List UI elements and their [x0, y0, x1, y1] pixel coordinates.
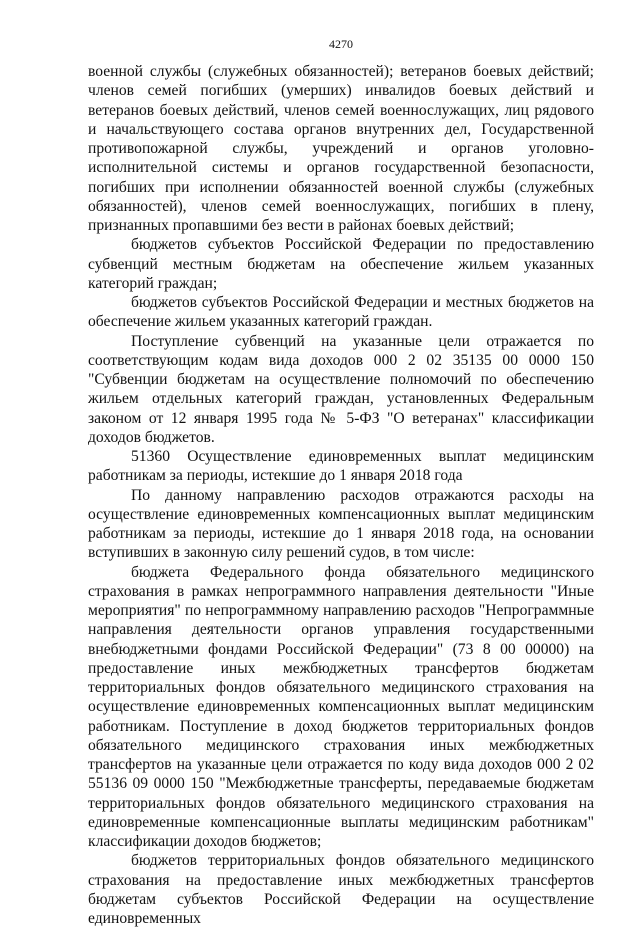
page-number: 4270: [329, 37, 353, 51]
paragraph: бюджетов субъектов Российской Федерации по предоставлению субвенций местным бюджетам на обеспечение жильем указанных категорий граждан;: [88, 236, 594, 292]
paragraph: бюджета Федерального фонда обязательного медицинского страхования в рамках непрограммного направления деятельности "Иные мероприятия" по непрограммному направлению расходов "Непрограммные направления деятельности органов управления государственными внебюджетными фондами Российской Федерации" (73 8 00 00000) на предоставление иных межбюджетных трансфертов бюджетам территориальных фондов обязательного медицинского страхования на осуществление единовременных компенсационных выплат медицинским работникам. Поступление в доход бюджетов территориальных фондов обязательного медицинского страхования иных межбюджетных трансфертов на указанные цели отражается по коду вида доходов 000 2 02 55136 09 0000 150 "Межбюджетные трансферты, передаваемые бюджетам территориальных фондов обязательного медицинского страхования на единовременные компенсационные выплаты медицинским работникам" классификации доходов бюджетов;: [88, 563, 594, 850]
paragraph: бюджетов территориальных фондов обязательного медицинского страхования на предоставление иных межбюджетных трансфертов бюджетам субъектов Российской Федерации на осуществление единовременных: [88, 852, 594, 927]
paragraph-continuation: военной службы (служебных обязанностей); ветеранов боевых действий; членов семей погибших (умерших) инвалидов боевых действий и ветеранов боевых действий, членов семей военнослужащих, лиц рядового и начальствующего состава органов внутренних дел, Государственной противопожарной службы, учреждений и органов уголовно-исполнительной системы и органов государственной безопасности, погибших при исполнении обязанностей военной службы (служебных обязанностей), членов семей военнослужащих, погибших в плену, признанных пропавшими без вести в районах боевых действий;: [88, 63, 594, 234]
paragraph: бюджетов субъектов Российской Федерации и местных бюджетов на обеспечение жильем указанных категорий граждан.: [88, 294, 594, 331]
document-body: [88, 62, 594, 928]
paragraph: По данному направлению расходов отражаются расходы на осуществление единовременных компенсационных выплат медицинским работникам за периоды, истекшие до 1 января 2018 года, на основании вступивших в законную силу решений судов, в том числе:: [88, 486, 594, 562]
document-page: [88, 0, 594, 928]
paragraph: Поступление субвенций на указанные цели отражается по соответствующим кодам вида доходов 000 2 02 35135 00 0000 150 "Субвенции бюджетам на осуществление полномочий по обеспечению жильем отдельных категорий граждан, установленных Федеральным законом от 12 января 1995 года № 5-ФЗ "О ветеранах" классификации доходов бюджетов.: [88, 332, 594, 446]
section-heading: 51360 Осуществление единовременных выплат медицинским работникам за периоды, истекшие до 1 января 2018 года: [88, 448, 594, 485]
